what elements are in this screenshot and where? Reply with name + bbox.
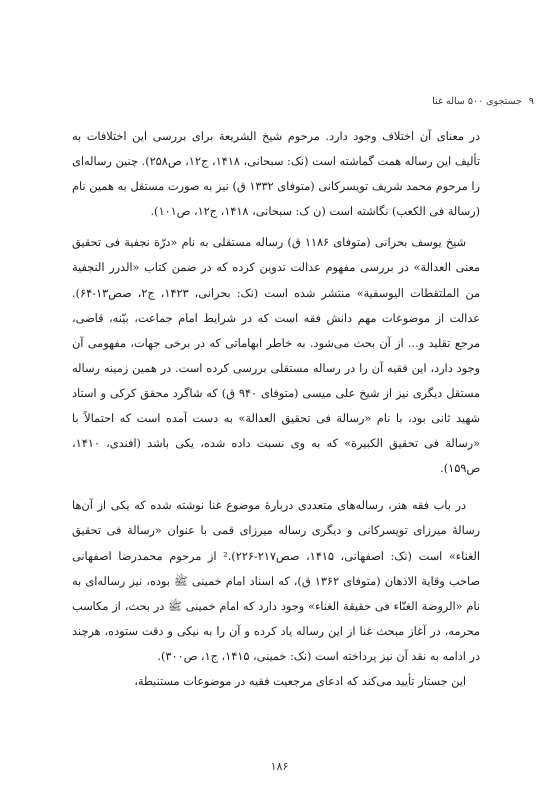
paragraph: در باب فقه هنر، رساله‌های متعددی دربارهٔ موضوع غنا نوشته شده که یکی از آن‌ها رسالهٔ میرزای تویسرکانی و دیگری رساله میرزای قمی با عنوان «رسالة فی تحقیق الغناء» است (نک: اصفهانی، ۱۴۱۵، صص۲۱۷-۲۲۶).² از مرحوم محمدرضا اصفهانی صاحب وقایة الاذهان (متوفای ۱۳۶۲ ق)، که اسناد امام خمینی ﷺ بوده، نیز رساله‌ای به نام «الروضة الغنّاء فی حقیقة الغناء» وجود دارد که امام خمینی ﷺ در بحث، از مکاسب محرمه، در آغاز مبحث غنا از این رساله یاد کرده و آن را به نیکی و دقت ستوده، هرچند در ادامه به نقد آن نیز پرداخته است (نک: خمینی، ۱۴۱۵، ج۱، ص۳۰۰). (72, 499, 481, 663)
paragraph: شیخ یوسف بحرانی (متوفای ۱۱۸۶ ق) رساله مستقلی به نام «درّة نجفیة فی تحقیق معنی العدالة» در بررسی مفهوم عدالت تدوین کرده که در ضمن کتاب «الدرر النجفیة من الملتقطات الیوسفیة» منتشر شده است (نک: بحرانی، ۱۴۲۳، ج۲، صص۱۳-۶۴). عدالت از موضوعات مهم دانش فقه است که در شرایط امام جماعت، بیّنه، قاضی، مرجع تقلید و... از آن بحث می‌شود. به خاطر ابهاماتی که در برخی جهات، مفهومی آن وجود دارد، این فقیه آن را در رساله مستقلی بررسی کرده است. در همین زمینه رساله مستقل دیگری نیز از شیخ علی میسی (متوفای ۹۴۰ ق) که شاگرد محقق کرکی و استاد شهید ثانی بود، با نام «رسالة فی تحقیق العدالة» به دست آمده است که احتمالاً با «رسالة فی تحقیق الکبیرة» که به وی نسبت داده شده، یکی باشد (افندی، ۱۴۱۰، ص۱۵۹). (72, 236, 481, 476)
running-title: جستجوی ۵۰۰ ساله غنا (432, 96, 522, 107)
running-header (432, 96, 534, 107)
paragraph: این جستار تأیید می‌کند که ادعای مرجعیت فقیه در موضوعات مستنبطة، (134, 674, 466, 688)
footer-page-number: ۱۸۶ (270, 760, 289, 773)
body-text (72, 124, 480, 694)
header-page-number: ۹ (528, 96, 534, 107)
paragraph: در معنای آن اختلاف وجود دارد. مرحوم شیخ الشریعة برای بررسی این اختلافات به تألیف این رساله همت گماشته است (نک: سبحانی، ۱۴۱۸، ج۱۲، ص۲۵۸). چنین رساله‌ای را مرحوم محمد شریف تویسرکانی (متوفای ۱۳۳۲ ق) نیز به صورت مستقل به همین نام (رسالة فی الکعب) نگاشته است (ن ک: سبحانی، ۱۴۱۸، ج۱۲، ص۱۰۱). (72, 130, 480, 219)
